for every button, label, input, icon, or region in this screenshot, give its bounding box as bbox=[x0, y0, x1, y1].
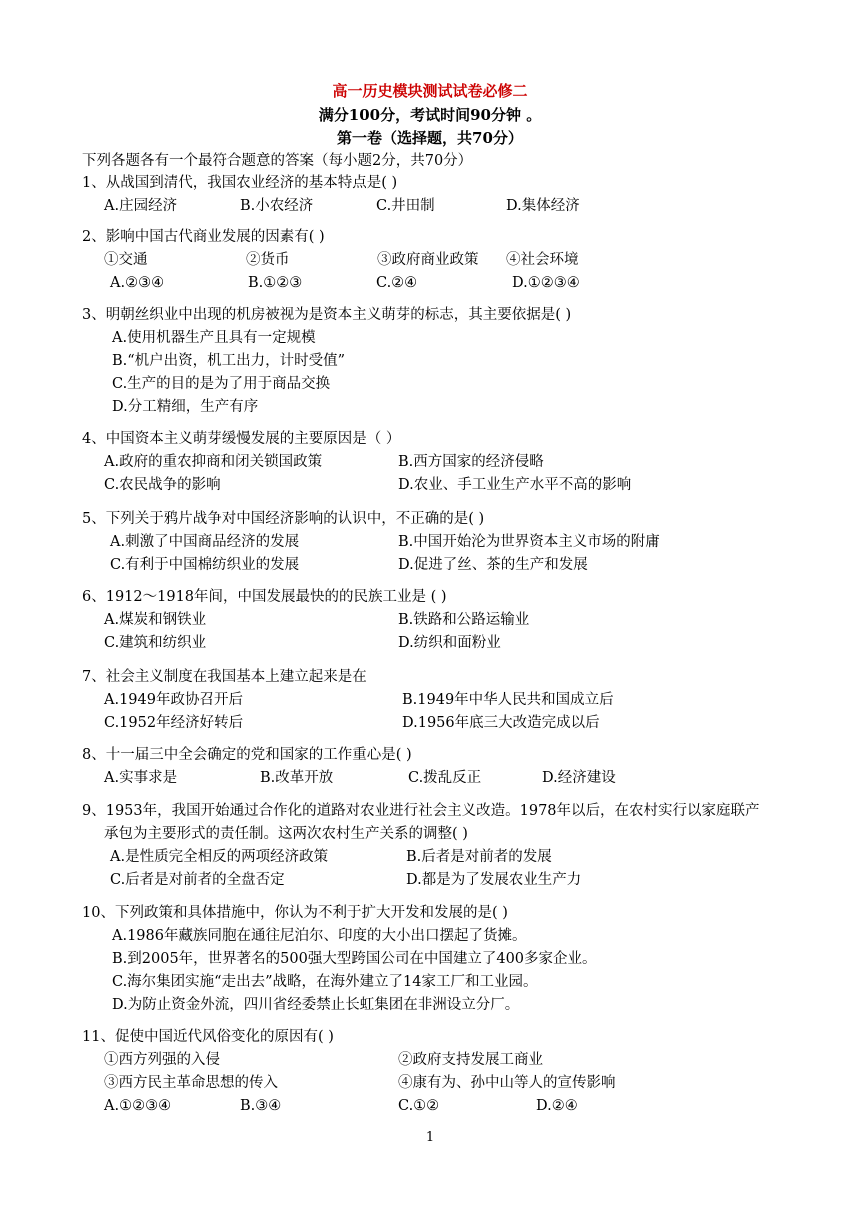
option-c: C.农民战争的影响 bbox=[104, 477, 221, 493]
question-stem: 7、社会主义制度在我国基本上建立起来是在 bbox=[82, 669, 367, 685]
option-b: B.改革开放 bbox=[260, 770, 334, 786]
option-c: C.拨乱反正 bbox=[408, 770, 482, 786]
option-b: B.后者是对前者的发展 bbox=[406, 849, 552, 865]
option-row bbox=[82, 712, 782, 735]
option-a: A.政府的重农抑商和闭关锁国政策 bbox=[104, 454, 323, 470]
option-row bbox=[82, 474, 782, 497]
option-c: C.②④ bbox=[376, 275, 418, 291]
question-stem: 9、1953年，我国开始通过合作化的道路对农业进行社会主义改造。1978年以后，在农村实行以家庭联产 bbox=[82, 803, 760, 819]
option-c: C.1952年经济好转后 bbox=[104, 715, 244, 731]
option-row bbox=[82, 554, 782, 577]
option-d: D.分工精细，生产有序 bbox=[112, 399, 259, 415]
option-c: C.后者是对前者的全盘否定 bbox=[110, 872, 285, 888]
score-time-line: 满分100分，考试时间90分钟 。 bbox=[318, 106, 542, 124]
question-stem: 2、影响中国古代商业发展的因素有( ) bbox=[82, 229, 325, 245]
question-7 bbox=[82, 666, 782, 735]
option-d: D.②④ bbox=[536, 1098, 578, 1114]
item-row bbox=[82, 1049, 782, 1072]
option-row bbox=[82, 195, 782, 218]
option-row bbox=[82, 846, 782, 869]
option-b: B.小农经济 bbox=[240, 198, 314, 214]
option-a: A.庄园经济 bbox=[104, 198, 178, 214]
option-b: B.铁路和公路运输业 bbox=[398, 612, 530, 628]
option-c: C.有利于中国棉纺织业的发展 bbox=[110, 557, 300, 573]
item-row bbox=[82, 1072, 782, 1095]
option-d: D.经济建设 bbox=[542, 770, 616, 786]
option-d: D.都是为了发展农业生产力 bbox=[406, 872, 582, 888]
option-row bbox=[82, 451, 782, 474]
item-4: ④康有为、孙中山等人的宣传影响 bbox=[398, 1075, 616, 1091]
item-1: ①交通 bbox=[104, 252, 148, 268]
question-9 bbox=[82, 800, 782, 892]
question-5 bbox=[82, 508, 782, 577]
option-c: C.①② bbox=[398, 1098, 440, 1114]
question-stem: 5、下列关于鸦片战争对中国经济影响的认识中，不正确的是( ) bbox=[82, 511, 485, 527]
option-d: D.农业、手工业生产水平不高的影响 bbox=[398, 477, 632, 493]
option-a: A.1986年藏族同胞在通往尼泊尔、印度的大小出口摆起了货摊。 bbox=[112, 928, 527, 944]
option-d: D.为防止资金外流，四川省经委禁止长虹集团在非洲设立分厂。 bbox=[112, 997, 520, 1013]
question-stem: 6、1912～1918年间，中国发展最快的的民族工业是 ( ) bbox=[82, 589, 447, 605]
option-a: A.实事求是 bbox=[104, 770, 178, 786]
question-stem: 3、明朝丝织业中出现的机房被视为是资本主义萌芽的标志，其主要依据是( ) bbox=[82, 307, 572, 323]
question-stem: 4、中国资本主义萌芽缓慢发展的主要原因是（ ） bbox=[82, 431, 401, 447]
option-a: A.1949年政协召开后 bbox=[104, 692, 243, 708]
option-row bbox=[82, 531, 782, 554]
option-c: C.建筑和纺织业 bbox=[104, 635, 207, 651]
option-row bbox=[82, 869, 782, 892]
question-8 bbox=[82, 744, 782, 790]
option-a: A.使用机器生产且具有一定规模 bbox=[112, 330, 316, 346]
question-4 bbox=[82, 428, 782, 497]
option-row bbox=[82, 1095, 782, 1118]
option-c: C.生产的目的是为了用于商品交换 bbox=[112, 376, 331, 392]
option-a: A.②③④ bbox=[110, 275, 165, 291]
part-heading: 第一卷（选择题，共70分） bbox=[337, 129, 523, 147]
item-2: ②政府支持发展工商业 bbox=[398, 1052, 543, 1068]
option-b: B.“机户出资，机工出力，计时受值” bbox=[112, 353, 346, 369]
option-b: B.西方国家的经济侵略 bbox=[398, 454, 544, 470]
option-row bbox=[82, 632, 782, 655]
option-row bbox=[82, 272, 782, 295]
question-stem: 1、从战国到清代，我国农业经济的基本特点是( ) bbox=[82, 175, 398, 191]
option-a: A.煤炭和钢铁业 bbox=[104, 612, 207, 628]
question-10 bbox=[82, 902, 782, 1017]
option-row bbox=[82, 689, 782, 712]
question-stem-continued: 承包为主要形式的责任制。这两次农村生产关系的调整( ) bbox=[104, 826, 468, 842]
option-a: A.刺激了中国商品经济的发展 bbox=[110, 534, 300, 550]
option-d: D.集体经济 bbox=[506, 198, 580, 214]
question-stem: 11、促使中国近代风俗变化的原因有( ) bbox=[82, 1029, 334, 1045]
option-b: B.①②③ bbox=[248, 275, 303, 291]
option-d: D.促进了丝、茶的生产和发展 bbox=[398, 557, 588, 573]
question-3 bbox=[82, 304, 782, 419]
item-row bbox=[82, 249, 782, 272]
item-2: ②货币 bbox=[246, 252, 290, 268]
item-3: ③西方民主革命思想的传入 bbox=[104, 1075, 278, 1091]
item-4: ④社会环境 bbox=[506, 252, 579, 268]
question-stem: 8、十一届三中全会确定的党和国家的工作重心是( ) bbox=[82, 747, 412, 763]
question-11 bbox=[82, 1026, 782, 1118]
option-b: B.1949年中华人民共和国成立后 bbox=[402, 692, 614, 708]
option-row bbox=[82, 609, 782, 632]
question-stem: 10、下列政策和具体措施中，你认为不利于扩大开发和发展的是( ) bbox=[82, 905, 508, 921]
question-2 bbox=[82, 226, 782, 295]
option-d: D.1956年底三大改造完成以后 bbox=[402, 715, 600, 731]
option-b: B.中国开始沦为世界资本主义市场的附庸 bbox=[398, 534, 660, 550]
option-c: C.井田制 bbox=[376, 198, 435, 214]
option-c: C.海尔集团实施“走出去”战略，在海外建立了14家工厂和工业园。 bbox=[112, 974, 538, 990]
option-b: B.到2005年，世界著名的500强大型跨国公司在中国建立了400多家企业。 bbox=[112, 951, 597, 967]
option-a: A.①②③④ bbox=[104, 1098, 172, 1114]
item-1: ①西方列强的入侵 bbox=[104, 1052, 220, 1068]
question-1 bbox=[82, 172, 782, 218]
option-row bbox=[82, 767, 782, 790]
option-d: D.①②③④ bbox=[512, 275, 580, 291]
option-d: D.纺织和面粉业 bbox=[398, 635, 501, 651]
option-a: A.是性质完全相反的两项经济政策 bbox=[110, 849, 329, 865]
question-6 bbox=[82, 586, 782, 655]
item-3: ③政府商业政策 bbox=[377, 252, 479, 268]
page-number: 1 bbox=[425, 1130, 435, 1145]
exam-title: 高一历史模块测试试卷必修二 bbox=[332, 82, 528, 100]
instruction-line: 下列各题各有一个最符合题意的答案（每小题2分，共70分） bbox=[82, 153, 473, 169]
option-b: B.③④ bbox=[240, 1098, 282, 1114]
